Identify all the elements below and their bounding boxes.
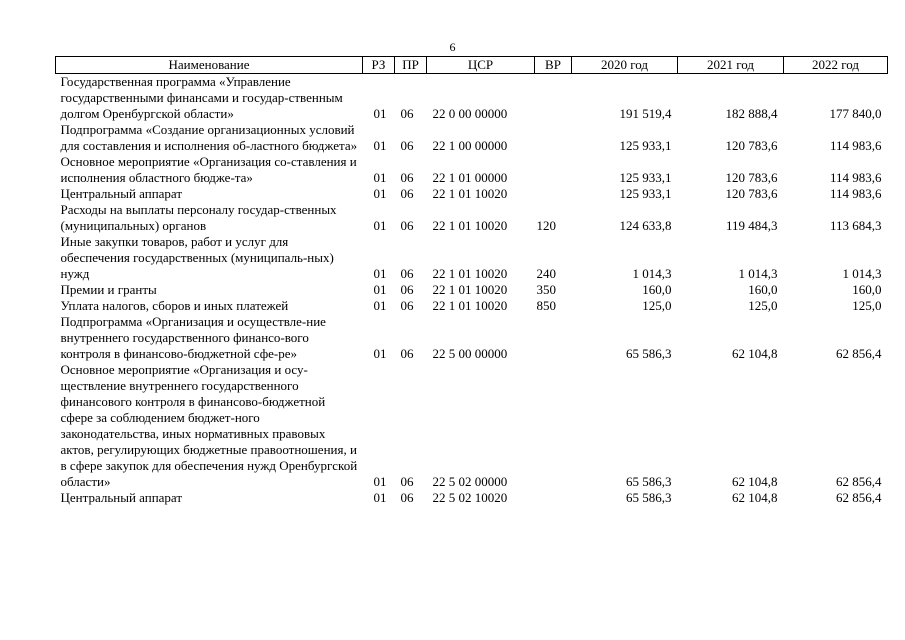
row-2020: 191 519,4 <box>619 106 672 121</box>
row-2021: 160,0 <box>748 282 778 297</box>
row-rz: 01 <box>373 298 387 313</box>
row-csr: 22 1 01 10020 <box>432 298 508 313</box>
table-header-row <box>56 57 888 74</box>
row-csr: 22 5 02 00000 <box>432 474 508 489</box>
row-2022: 114 983,6 <box>829 138 882 153</box>
row-2020: 65 586,3 <box>626 490 672 505</box>
row-pr: 06 <box>400 170 414 185</box>
row-rz: 01 <box>373 474 387 489</box>
row-vr <box>535 314 572 362</box>
row-2022: 62 856,4 <box>836 346 882 361</box>
header-2020: 2020 год <box>572 57 678 74</box>
row-pr: 06 <box>400 106 414 121</box>
row-name: Основное мероприятие «Организация и осу-ществление внутреннего государственного финансового контроля в финансово-бюджетной сфере за соблюдением бюджет-ного законодательства, иных нормативных правовых актов, регулирующих бюджетные правоотношения, и в сфере закупок для обеспечения нужд Оренбургской области» <box>60 362 358 489</box>
row-2021: 120 783,6 <box>725 186 778 201</box>
row-2020: 160,0 <box>642 282 672 297</box>
row-2020: 1 014,3 <box>632 266 672 281</box>
header-pr: ПР <box>395 57 427 74</box>
row-csr: 22 1 01 10020 <box>432 186 508 201</box>
row-2020: 124 633,8 <box>619 218 672 233</box>
row-rz: 01 <box>373 106 387 121</box>
row-rz: 01 <box>373 186 387 201</box>
row-2022: 62 856,4 <box>836 474 882 489</box>
row-vr <box>535 122 572 154</box>
row-2020: 125,0 <box>642 298 672 313</box>
table-row <box>56 74 888 123</box>
row-2021: 182 888,4 <box>725 106 778 121</box>
row-2021: 120 783,6 <box>725 138 778 153</box>
row-name: Иные закупки товаров, работ и услуг для обеспечения государственных (муниципаль-ных) нужд <box>60 234 334 281</box>
row-pr: 06 <box>400 266 414 281</box>
row-rz: 01 <box>373 266 387 281</box>
row-name: Центральный аппарат <box>60 186 183 201</box>
table-row <box>56 282 888 298</box>
row-csr: 22 5 00 00000 <box>432 346 508 361</box>
row-2022: 62 856,4 <box>836 490 882 505</box>
table-row <box>56 234 888 282</box>
table-row <box>56 122 888 154</box>
row-pr: 06 <box>400 346 414 361</box>
row-2021: 125,0 <box>748 298 778 313</box>
row-2022: 1 014,3 <box>842 266 882 281</box>
row-2021: 62 104,8 <box>732 346 778 361</box>
row-vr <box>535 362 572 490</box>
row-2021: 1 014,3 <box>738 266 778 281</box>
row-vr <box>535 154 572 186</box>
row-rz: 01 <box>373 490 387 505</box>
row-name: Уплата налогов, сборов и иных платежей <box>60 298 289 313</box>
row-csr: 22 1 01 10020 <box>432 266 508 281</box>
budget-table <box>55 56 888 506</box>
row-2022: 125,0 <box>852 298 882 313</box>
row-csr: 22 1 01 10020 <box>432 218 508 233</box>
row-2021: 120 783,6 <box>725 170 778 185</box>
row-rz: 01 <box>373 282 387 297</box>
row-2020: 65 586,3 <box>626 346 672 361</box>
row-name: Подпрограмма «Организация и осуществле-ние внутреннего государственного финансо-вого контроля в финансово-бюджетной сфе-ре» <box>60 314 326 361</box>
row-vr <box>535 186 572 202</box>
row-vr <box>535 74 572 123</box>
row-pr: 06 <box>400 138 414 153</box>
row-2021: 62 104,8 <box>732 474 778 489</box>
row-vr: 850 <box>536 298 556 313</box>
row-name: Расходы на выплаты персоналу государ-ственных (муниципальных) органов <box>60 202 337 233</box>
row-2020: 125 933,1 <box>619 186 672 201</box>
header-rz: РЗ <box>363 57 395 74</box>
row-name: Подпрограмма «Создание организационных условий для составления и исполнения об-ластного бюджета» <box>60 122 358 153</box>
table-row <box>56 186 888 202</box>
table-row <box>56 298 888 314</box>
row-rz: 01 <box>373 170 387 185</box>
row-csr: 22 1 01 10020 <box>432 282 508 297</box>
row-name: Основное мероприятие «Организация со-ставления и исполнения областного бюдже-та» <box>60 154 357 185</box>
row-rz: 01 <box>373 346 387 361</box>
header-vr: ВР <box>535 57 572 74</box>
row-csr: 22 1 01 00000 <box>432 170 508 185</box>
row-name: Премии и гранты <box>60 282 157 297</box>
row-vr <box>535 490 572 506</box>
row-pr: 06 <box>400 490 414 505</box>
row-pr: 06 <box>400 298 414 313</box>
row-2022: 114 983,6 <box>829 170 882 185</box>
header-name: Наименование <box>56 57 363 74</box>
header-2022: 2022 год <box>784 57 888 74</box>
header-csr: ЦСР <box>427 57 535 74</box>
row-2020: 65 586,3 <box>626 474 672 489</box>
row-2022: 160,0 <box>852 282 882 297</box>
table-row <box>56 202 888 234</box>
table-row <box>56 490 888 506</box>
page-number: 6 <box>449 40 456 54</box>
row-2022: 177 840,0 <box>829 106 882 121</box>
row-2020: 125 933,1 <box>619 170 672 185</box>
row-2020: 125 933,1 <box>619 138 672 153</box>
row-csr: 22 0 00 00000 <box>432 106 508 121</box>
row-vr: 240 <box>536 266 556 281</box>
table-row <box>56 314 888 362</box>
table-row <box>56 362 888 490</box>
row-2022: 114 983,6 <box>829 186 882 201</box>
row-pr: 06 <box>400 218 414 233</box>
header-2021: 2021 год <box>678 57 784 74</box>
row-rz: 01 <box>373 218 387 233</box>
row-2021: 119 484,3 <box>725 218 778 233</box>
row-2021: 62 104,8 <box>732 490 778 505</box>
row-csr: 22 1 00 00000 <box>432 138 508 153</box>
row-2022: 113 684,3 <box>829 218 882 233</box>
row-pr: 06 <box>400 474 414 489</box>
row-pr: 06 <box>400 186 414 201</box>
row-vr: 350 <box>536 282 556 297</box>
table-row <box>56 154 888 186</box>
row-rz: 01 <box>373 138 387 153</box>
row-vr: 120 <box>536 218 556 233</box>
row-csr: 22 5 02 10020 <box>432 490 508 505</box>
row-pr: 06 <box>400 282 414 297</box>
row-name: Центральный аппарат <box>60 490 183 505</box>
row-name: Государственная программа «Управление государственными финансами и государ-ственным долгом Оренбургской области» <box>60 74 343 121</box>
